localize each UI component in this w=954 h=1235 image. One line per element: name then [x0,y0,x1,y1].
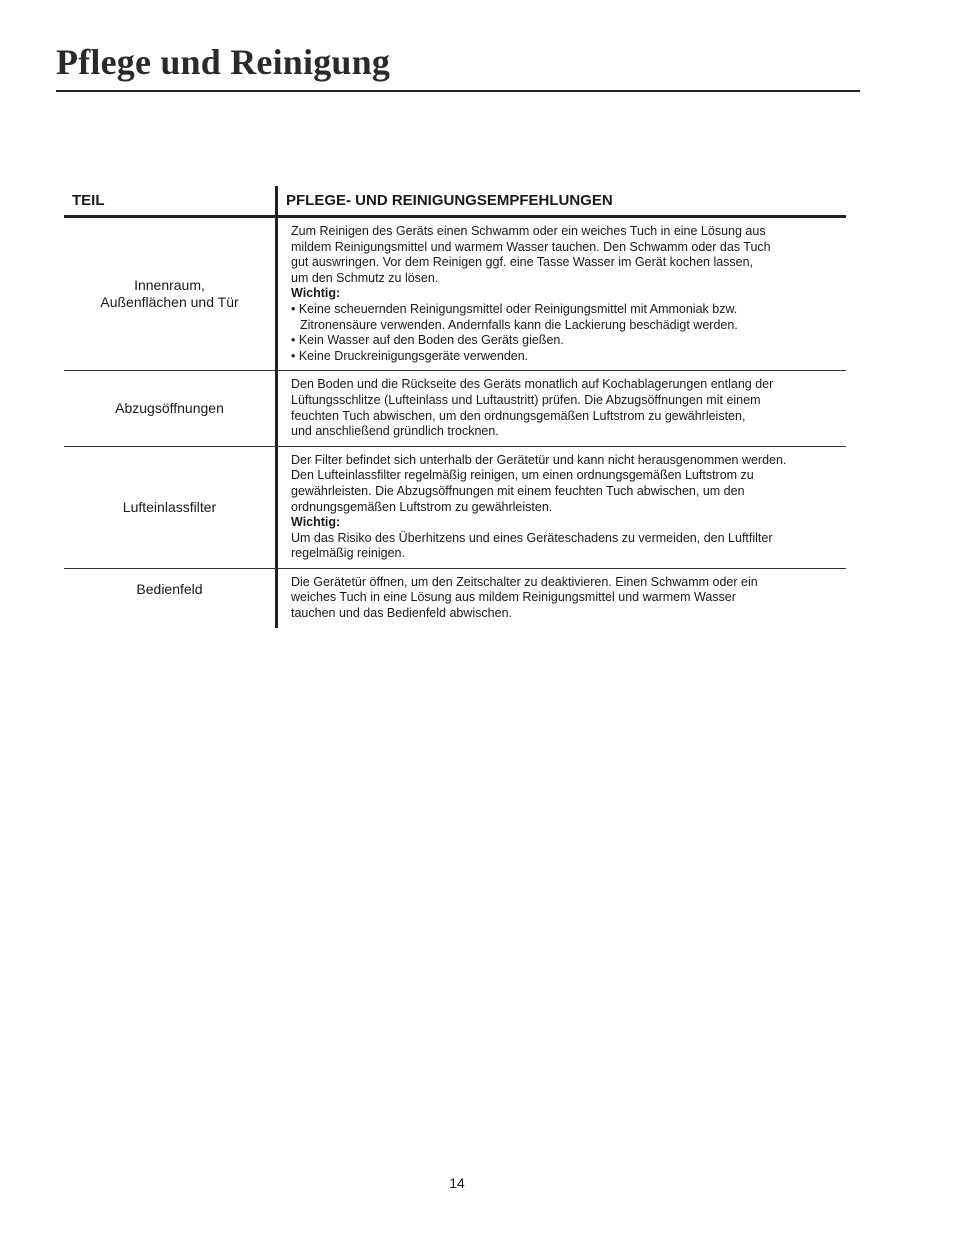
recommendation-line: ordnungsgemäßen Luftstrom zu gewährleisten. [291,499,553,514]
recommendation-line: weiches Tuch in eine Lösung aus mildem Reinigungsmittel und warmem Wasser [291,590,736,605]
recommendation-cell [278,447,846,568]
page-number: 14 [449,1175,465,1191]
part-label: Innenraum, Außenflächen und Tür [100,277,239,311]
part-cell [64,447,275,568]
recommendation-line: mildem Reinigungsmittel und warmem Wasser tauchen. Den Schwamm oder das Tuch [291,239,771,254]
recommendation-line: Um das Risiko des Überhitzens und eines Geräteschadens zu vermeiden, den Luftfilter [291,530,773,545]
part-label: Abzugsöffnungen [115,400,224,417]
recommendation-line: Lüftungsschlitze (Lufteinlass und Luftaustritt) prüfen. Die Abzugsöffnungen mit einem [291,392,761,407]
recommendation-line: und anschließend gründlich trocknen. [291,424,499,439]
recommendation-line: regelmäßig reinigen. [291,546,405,561]
header-recommendations: PFLEGE- UND REINIGUNGSEMPFEHLUNGEN [286,192,613,209]
recommendation-line: Die Gerätetür öffnen, um den Zeitschalter zu deaktivieren. Einen Schwamm oder ein [291,574,758,589]
recommendation-line: Den Lufteinlassfilter regelmäßig reinigen, um einen ordnungsgemäßen Luftstrom zu [291,468,754,483]
title-divider [56,90,860,92]
bullet-item: • Kein Wasser auf den Boden des Geräts gießen. [291,333,564,348]
part-label: Lufteinlassfilter [122,498,217,515]
recommendation-line: Zum Reinigen des Geräts einen Schwamm oder ein weiches Tuch in eine Lösung aus [291,224,766,238]
recommendation-line: gewährleisten. Die Abzugsöffnungen mit einem feuchten Tuch abwischen, um den [291,483,745,498]
recommendation-line: gut auswringen. Vor dem Reinigen ggf. eine Tasse Wasser im Gerät kochen lassen, [291,255,754,270]
recommendation-line: feuchten Tuch abwischen, um den ordnungsgemäßen Luftstrom zu gewährleisten, [291,408,746,423]
recommendation-cell [278,371,846,445]
bullet-item: • Keine Druckreinigungsgeräte verwenden. [291,348,529,363]
page-title: Pflege und Reinigung [56,42,391,82]
important-label: Wichtig: [291,515,341,530]
bullet-item: • Keine scheuernden Reinigungsmittel oder Reinigungsmittel mit Ammoniak bzw. [291,301,738,316]
part-cell [64,218,275,370]
care-table [64,186,846,628]
bullet-continuation: Zitronensäure verwenden. Andernfalls kann die Lackierung beschädigt werden. [300,317,738,332]
table-row [64,371,846,446]
recommendation-line: Der Filter befindet sich unterhalb der Gerätetür und kann nicht herausgenommen werden. [291,452,787,467]
part-label: Bedienfeld [136,580,203,597]
part-cell [64,371,275,445]
part-cell [64,569,275,628]
table-row [64,218,846,371]
recommendation-cell [278,218,846,370]
important-label: Wichtig: [291,286,341,301]
recommendation-line: tauchen und das Bedienfeld abwischen. [291,606,512,621]
recommendation-cell [278,569,846,628]
table-row [64,447,846,569]
recommendation-line: Den Boden und die Rückseite des Geräts monatlich auf Kochablagerungen entlang der [291,377,774,392]
table-header [64,186,846,218]
table-row [64,569,846,628]
recommendation-line: um den Schmutz zu lösen. [291,270,439,285]
header-part: TEIL [72,192,105,209]
